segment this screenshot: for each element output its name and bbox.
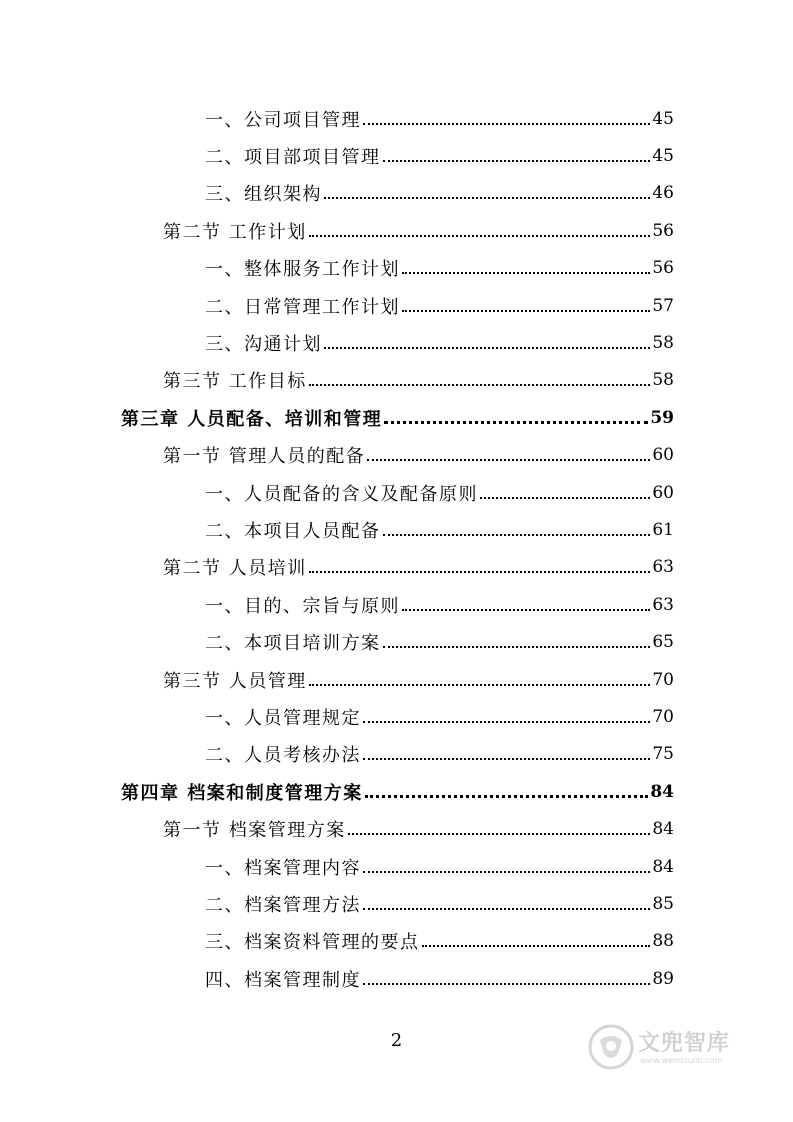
toc-leader-dots <box>367 459 650 461</box>
toc-entry-item[interactable] <box>0 137 793 174</box>
toc-entry-title: 一、目的、宗旨与原则 <box>205 595 400 617</box>
toc-entry-title: 三、档案资料管理的要点 <box>205 932 420 954</box>
toc-entry-page: 59 <box>650 407 674 428</box>
toc-entry-title: 一、整体服务工作计划 <box>205 259 400 281</box>
toc-entry-title: 三、沟通计划 <box>205 334 322 356</box>
toc-entry-item[interactable] <box>0 175 793 212</box>
toc-entry-page: 56 <box>652 258 674 279</box>
toc-entry-title: 第二节 人员培训 <box>163 558 307 580</box>
toc-entry-section[interactable] <box>0 810 793 847</box>
toc-entry-item[interactable] <box>0 848 793 885</box>
toc-entry-page: 60 <box>652 445 674 466</box>
toc-entry-chapter[interactable] <box>0 773 793 810</box>
toc-leader-dots <box>383 646 651 648</box>
toc-leader-dots <box>363 983 650 985</box>
toc-entry-page: 60 <box>652 482 674 503</box>
toc-leader-dots <box>363 123 650 125</box>
toc-leader-dots <box>324 347 650 349</box>
toc-entry-title: 第四章 档案和制度管理方案 <box>121 782 363 804</box>
toc-entry-title: 一、人员配备的含义及配备原则 <box>205 483 478 505</box>
table-of-contents <box>0 100 793 997</box>
toc-entry-page: 84 <box>652 856 674 877</box>
toc-entry-page: 65 <box>652 632 674 653</box>
toc-entry-page: 57 <box>652 295 674 316</box>
toc-entry-item[interactable] <box>0 511 793 548</box>
toc-entry-page: 45 <box>652 146 674 167</box>
toc-leader-dots <box>383 160 651 162</box>
toc-entry-item[interactable] <box>0 474 793 511</box>
toc-leader-dots <box>309 235 651 237</box>
toc-entry-title: 第一节 管理人员的配备 <box>163 446 366 468</box>
toc-entry-page: 84 <box>652 819 674 840</box>
toc-leader-dots <box>402 310 650 312</box>
toc-leader-dots <box>402 272 650 274</box>
toc-entry-page: 56 <box>652 220 674 241</box>
toc-entry-item[interactable] <box>0 698 793 735</box>
toc-entry-page: 58 <box>652 370 674 391</box>
toc-entry-item[interactable] <box>0 623 793 660</box>
toc-entry-title: 第三节 工作目标 <box>163 371 307 393</box>
toc-entry-title: 一、人员管理规定 <box>205 707 361 729</box>
toc-leader-dots <box>422 945 651 947</box>
toc-entry-title: 三、组织架构 <box>205 184 322 206</box>
toc-entry-item[interactable] <box>0 885 793 922</box>
toc-entry-item[interactable] <box>0 324 793 361</box>
toc-entry-page: 63 <box>652 557 674 578</box>
toc-entry-page: 85 <box>652 893 674 914</box>
toc-entry-title: 一、公司项目管理 <box>205 109 361 131</box>
toc-entry-title: 四、档案管理制度 <box>205 969 361 991</box>
toc-entry-title: 二、本项目培训方案 <box>205 633 381 655</box>
toc-entry-item[interactable] <box>0 287 793 324</box>
toc-entry-item[interactable] <box>0 586 793 623</box>
toc-leader-dots <box>348 833 651 835</box>
toc-entry-title: 第三章 人员配备、培训和管理 <box>121 408 383 430</box>
toc-leader-dots <box>402 609 650 611</box>
toc-leader-dots <box>309 384 651 386</box>
toc-entry-title: 二、日常管理工作计划 <box>205 296 400 318</box>
toc-leader-dots <box>309 684 651 686</box>
toc-entry-page: 75 <box>652 744 674 765</box>
toc-entry-section[interactable] <box>0 212 793 249</box>
toc-entry-page: 89 <box>652 968 674 989</box>
toc-leader-dots <box>324 197 650 199</box>
toc-entry-section[interactable] <box>0 437 793 474</box>
toc-leader-dots <box>363 721 650 723</box>
toc-entry-page: 63 <box>652 594 674 615</box>
toc-entry-item[interactable] <box>0 960 793 997</box>
wendou-logo-icon <box>588 1024 634 1070</box>
toc-entry-page: 61 <box>652 519 674 540</box>
toc-entry-page: 45 <box>652 108 674 129</box>
toc-entry-title: 一、档案管理内容 <box>205 857 361 879</box>
toc-entry-page: 88 <box>652 931 674 952</box>
toc-entry-item[interactable] <box>0 100 793 137</box>
toc-entry-title: 二、人员考核办法 <box>205 745 361 767</box>
toc-entry-title: 第一节 档案管理方案 <box>163 820 346 842</box>
watermark-name: 文兜智库 <box>638 1031 731 1056</box>
toc-entry-page: 70 <box>652 669 674 690</box>
toc-entry-section[interactable] <box>0 661 793 698</box>
watermark <box>588 1020 763 1075</box>
toc-entry-page: 84 <box>650 781 674 802</box>
toc-leader-dots <box>363 908 650 910</box>
toc-leader-dots <box>383 534 651 536</box>
toc-entry-section[interactable] <box>0 362 793 399</box>
toc-entry-title: 二、档案管理方法 <box>205 894 361 916</box>
toc-leader-dots <box>365 795 649 798</box>
toc-leader-dots <box>480 497 650 499</box>
toc-entry-title: 二、本项目人员配备 <box>205 520 381 542</box>
page-number: 2 <box>390 1030 403 1051</box>
toc-entry-chapter[interactable] <box>0 399 793 436</box>
toc-entry-item[interactable] <box>0 736 793 773</box>
toc-entry-title: 二、项目部项目管理 <box>205 147 381 169</box>
toc-leader-dots <box>363 871 650 873</box>
toc-entry-page: 46 <box>652 183 674 204</box>
toc-entry-title: 第三节 人员管理 <box>163 670 307 692</box>
watermark-url: www.wendoulib.com <box>640 1056 723 1065</box>
toc-leader-dots <box>309 571 651 573</box>
toc-entry-section[interactable] <box>0 549 793 586</box>
toc-entry-item[interactable] <box>0 250 793 287</box>
toc-entry-item[interactable] <box>0 923 793 960</box>
toc-entry-page: 58 <box>652 333 674 354</box>
toc-leader-dots <box>384 421 648 424</box>
toc-entry-title: 第二节 工作计划 <box>163 221 307 243</box>
toc-entry-page: 70 <box>652 706 674 727</box>
toc-leader-dots <box>363 758 650 760</box>
